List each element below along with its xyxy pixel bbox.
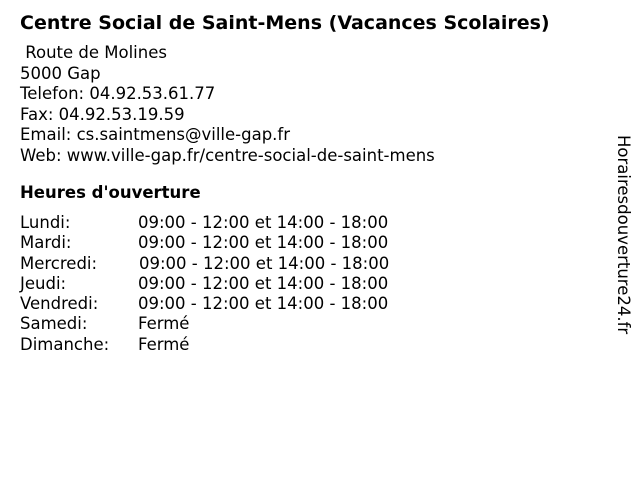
site-watermark: Horairesdouverture24.fr [614,135,633,335]
phone-number: Telefon: 04.92.53.61.77 [20,84,216,103]
hours-row-wednesday [20,254,440,274]
hours-row-saturday [20,314,440,334]
time-value: Fermé [138,334,190,354]
hours-row-tuesday [20,233,440,253]
day-label: Mercredi: [20,253,98,273]
page-title: Centre Social de Saint-Mens (Vacances Scolaires) [20,12,550,34]
contact-info [20,43,435,166]
fax-number: Fax: 04.92.53.19.59 [20,104,185,124]
time-value: 09:00 - 12:00 et 14:00 - 18:00 [138,273,389,293]
opening-hours-list [20,213,440,355]
day-label: Samedi: [20,314,88,334]
hours-heading: Heures d'ouverture [20,183,201,202]
time-value: 09:00 - 12:00 et 14:00 - 18:00 [139,253,390,273]
address-city: 5000 Gap [20,63,101,83]
time-value: 09:00 - 12:00 et 14:00 - 18:00 [138,294,389,314]
email-address: Email: cs.saintmens@ville-gap.fr [20,125,291,144]
day-label: Vendredi: [20,294,99,314]
day-label: Mardi: [20,233,72,253]
day-label: Lundi: [20,213,71,232]
hours-row-monday [20,213,440,233]
time-value: 09:00 - 12:00 et 14:00 - 18:00 [138,233,389,253]
day-label: Jeudi: [20,273,67,293]
time-value: Fermé [138,314,190,334]
day-label: Dimanche: [20,334,110,354]
hours-row-friday [20,294,440,314]
time-value: 09:00 - 12:00 et 14:00 - 18:00 [138,213,389,232]
hours-row-sunday [20,335,440,355]
website-address: Web: www.ville-gap.fr/centre-social-de-saint-mens [20,145,435,165]
hours-row-thursday [20,274,440,294]
address-street: Route de Molines [20,43,167,62]
